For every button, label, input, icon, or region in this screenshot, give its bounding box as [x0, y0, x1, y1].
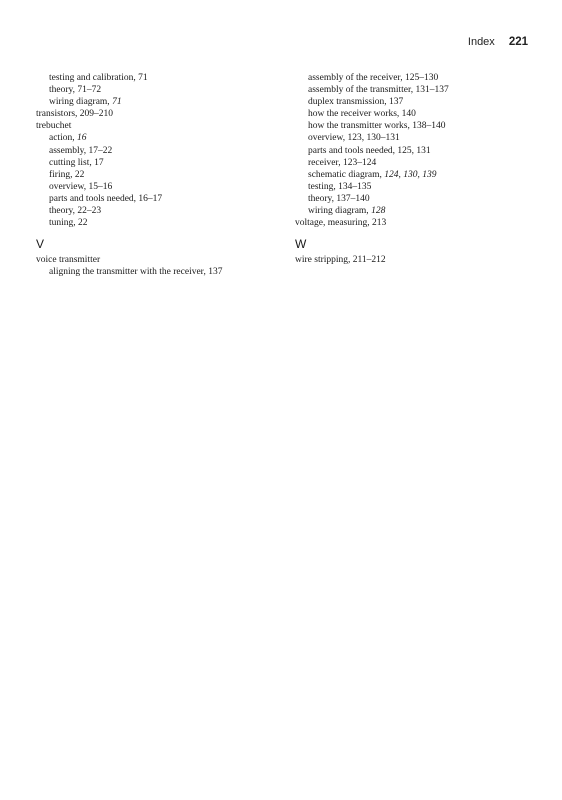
entry-text: trebuchet	[36, 121, 72, 132]
entry-text: cutting list, 17	[49, 157, 104, 168]
index-entry	[36, 254, 276, 266]
index-subentry	[36, 193, 276, 205]
entry-text: how the receiver works, 140	[308, 109, 416, 120]
index-subentry	[36, 266, 276, 278]
index-letter-heading: W	[295, 237, 307, 252]
index-subentry	[295, 181, 535, 193]
page-number: 221	[508, 36, 528, 48]
entry-text: assembly of the transmitter, 131–137	[308, 85, 449, 96]
entry-text: parts and tools needed, 16–17	[49, 193, 163, 204]
index-block	[36, 72, 276, 229]
entry-text: schematic diagram,	[308, 169, 385, 180]
index-subentry	[295, 108, 535, 120]
entry-text: assembly, 17–22	[49, 145, 113, 156]
entry-text: duplex transmission, 137	[308, 97, 404, 108]
entry-text: theory, 71–72	[49, 85, 102, 96]
index-subentry	[295, 145, 535, 157]
entry-text: aligning the transmitter with the receiver, 137	[49, 267, 223, 278]
index-subentry	[36, 169, 276, 181]
index-subentry	[295, 96, 535, 108]
index-column-right	[295, 72, 535, 266]
entry-italic-pages: 124, 130, 139	[384, 169, 437, 180]
index-subentry	[295, 72, 535, 84]
entry-text: assembly of the receiver, 125–130	[308, 73, 439, 83]
index-subentry	[36, 181, 276, 193]
entry-text: wire stripping, 211–212	[295, 255, 386, 266]
index-subentry	[295, 193, 535, 205]
entry-text: receiver, 123–124	[308, 157, 377, 168]
entry-italic-pages: 71	[112, 97, 122, 108]
index-subentry	[36, 205, 276, 217]
entry-text: transistors, 209–210	[36, 109, 114, 120]
entry-text: voice transmitter	[36, 255, 101, 266]
entry-text: wiring diagram,	[308, 206, 372, 217]
entry-italic-pages: 128	[371, 206, 386, 217]
entry-text: overview, 123, 130–131	[308, 133, 400, 144]
index-letter-heading: V	[36, 237, 45, 252]
index-column-left	[36, 72, 276, 278]
entry-text: overview, 15–16	[49, 181, 113, 192]
index-entry	[36, 108, 276, 120]
entry-text: voltage, measuring, 213	[295, 218, 387, 229]
entry-text: theory, 137–140	[308, 193, 370, 204]
running-header	[468, 36, 528, 48]
index-subentry	[36, 96, 276, 108]
section-title: Index	[467, 36, 495, 48]
index-subentry	[36, 72, 276, 84]
index-subentry	[36, 157, 276, 169]
index-block	[36, 254, 276, 278]
index-entry	[295, 254, 535, 266]
entry-text: how the transmitter works, 138–140	[308, 121, 446, 132]
index-subentry	[36, 145, 276, 157]
index-block	[295, 254, 535, 266]
index-subentry	[36, 84, 276, 96]
entry-text: theory, 22–23	[49, 206, 102, 217]
index-subentry	[295, 169, 535, 181]
entry-text: action,	[49, 133, 77, 144]
index-entry	[36, 120, 276, 132]
index-subentry	[295, 84, 535, 96]
index-subentry	[36, 217, 276, 229]
entry-text: firing, 22	[49, 169, 85, 180]
entry-text: testing and calibration, 71	[49, 73, 148, 83]
index-subentry	[295, 132, 535, 144]
index-subentry	[295, 205, 535, 217]
entry-text: tuning, 22	[49, 218, 88, 229]
entry-text: wiring diagram,	[49, 97, 113, 108]
entry-text: testing, 134–135	[308, 181, 372, 192]
entry-italic-pages: 16	[76, 133, 87, 144]
index-block	[295, 72, 535, 229]
index-subentry	[295, 157, 535, 169]
index-subentry	[36, 132, 276, 144]
index-subentry	[295, 120, 535, 132]
index-entry	[295, 217, 535, 229]
entry-text: parts and tools needed, 125, 131	[308, 145, 431, 156]
